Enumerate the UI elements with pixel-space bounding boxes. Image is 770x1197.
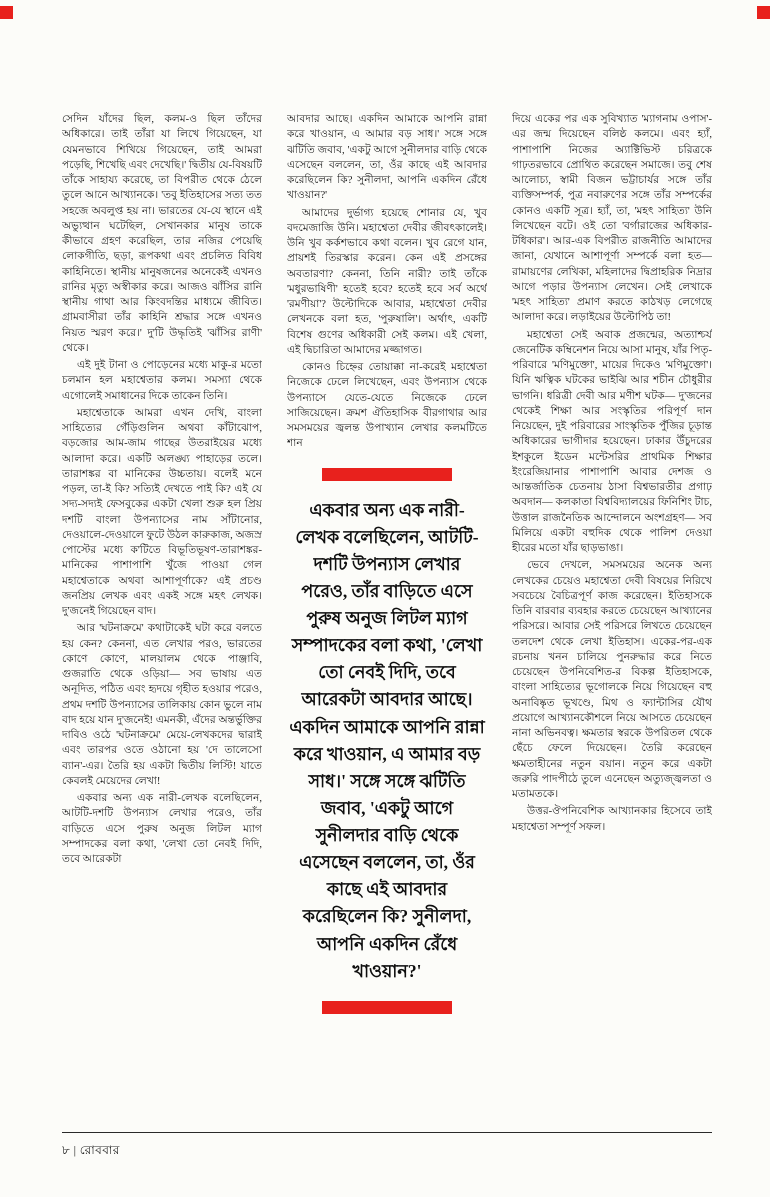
page-footer	[62, 1132, 712, 1162]
body-paragraph: সেদিন যাঁদের ছিল, কলম-ও ছিল তাঁদের অধিকারে। তাই তাঁরা যা লিখে গিয়েছেন, যা যেমনভাবে শিখিয়ে গিয়েছেন, তাই আমরা পড়েছি, শিখেছি এবং দেখেছি।' দ্বিতীয় যে-বিষয়টি তাঁকে সাহায্য করেছে, তা বিপরীত থেকে ঠেলে তুলে আনে আখ্যানকে। 'তবু ইতিহাসের সত্য তত সহজে অবলুপ্ত হয় না। ভারতের যে-যে স্থানে এই অভ্যুত্থান ঘটেছিল, সেখানকার মানুষ তাকে কীভাবে গ্রহণ করেছিল, তার নজির পেয়েছি লোকগীতি, ছড়া, রূপকথা এবং প্রচলিত বিবিধ কাহিনিতে। স্থানীয় মানুষজনের অনেকেই এখনও রানির মৃত্যু অস্বীকার করে। আজও ঝাঁসির রানি স্থানীয় গাথা আর কিংবদন্তির মাধ্যমে জীবিত। গ্রামবাসীরা তাঁর কাহিনি শ্রদ্ধার সঙ্গে এখনও নিয়ত স্মরণ করে।' দু'টি উদ্ধৃতিই 'ঝাঁসির রাণী' থেকে।	[62, 114, 262, 354]
page-number-label: ৮ | রোববার	[62, 1143, 120, 1157]
middle-column	[287, 112, 487, 1126]
pullquote-block	[287, 468, 487, 1014]
body-paragraph: আর 'ঘটনাক্রমে' কথাটাকেই ঘটা করে বলতে হয় কেন? কেননা, এত লেখার পরও, ভারতের কোণে কোণে, মালয়ালম থেকে পাঞ্জাবি, গুজরাতি থেকে ওড়িয়া— সব ভাষায় এত অনূদিত, পঠিত এবং হৃদয়ে গৃহীত হওয়ার পরেও, প্রথম দশটি উপন্যাসের তালিকায় কোন ভুলে নাম বাদ হয়ে যান দু'জনেই! এমনকী, এঁদের অন্তর্ভুক্তির দাবিও ওঠে 'ঘটনাক্রমে' মেয়ে-লেখকদের দ্বারাই এবং তারপর ওতে ওঠানো হয় 'দে তালেসো ব্যান'-এর। তৈরি হয় একটা দ্বিতীয় লিস্টি! যাতে কেবলই মেয়েদের লেখা!	[62, 623, 262, 787]
body-paragraph: দিয়ে একের পর এক সুবিখ্যাত 'ম্যাগনাম ওপাস'-এর জন্ম দিয়েছেন বলিষ্ঠ কলমে। এবং হ্যাঁ, পাশাপাশি নিজের অ্যাক্টিভিস্ট চরিত্রকে গাঢ়তরভাবে প্রোথিত করেছেন সমাজে। তবু শেষ আলোচ্য, স্বামী বিজন ভট্টাচার্যর সঙ্গে তাঁর ব্যক্তিসম্পর্ক, পুত্র নবারুণের সঙ্গে তাঁর সম্পর্কের কোনও একটি সূত্র। হ্যাঁ, তা, 'মহৎ সাহিত্য' উনি লিখেছেন বটে। ওই তো 'বর্গারাজের অধিকার-টধিকার'। আর-এক বিপরীত রাজনীতি আমাদের জানা, যেখানে আশাপূর্ণা সম্পর্কে বলা হত— রামায়ণের লেখিকা, মহিলাদের দ্বিপ্রাহরিক নিদ্রার আগে পড়ার উপন্যাস লেখেন। সেই লেখাকে 'মহৎ সাহিত্য' প্রমাণ করতে কাঠখড় লেগেছে আলাদা করে। লড়াইয়ের উল্টোপিঠ তা!	[512, 114, 712, 324]
body-paragraph: একবার অন্য এক নারী-লেখক বলেছিলেন, আটটি-দশটি উপন্যাস লেখার পরেও, তাঁর বাড়িতে এসে পুরুষ অনুজ লিটল ম্যাগ সম্পাদকের বলা কথা, 'লেখা তো নেবই দিদি, তবে আরেকটা	[62, 793, 262, 865]
pullquote-rule-top	[322, 468, 452, 481]
body-paragraph: ভেবে দেখলে, সমসময়ের অনেক অন্য লেখকের চেয়েও মহাশ্বেতা দেবী বিষয়ের নিরিখে সবচেয়ে বৈচিত্রপূর্ণ কাজ করেছেন। ইতিহাসকে তিনি বারবার ব্যবহার করতে চেয়েছেন আখ্যানের পরিসরে। আবার সেই পরিসরে লিখতে চেয়েছেন তলদেশ থেকে লেখা ইতিহাস। একের-পর-এক রচনায় খনন চালিয়ে পুনরুদ্ধার করে নিতে চেয়েছেন উপনিবেশিত-র বিকল্প ইতিহাসকে, বাংলা সাহিত্যের ভূগোলকে নিয়ে গিয়েছেন বহু অনাবিষ্কৃত ভূখণ্ডে, মিথ ও ফ্যান্টাসির যৌথ প্রয়োগে আখ্যানকৌশলে নিয়ে আসতে চেয়েছেন নানা অভিনবত্ব। ক্ষমতার স্বরকে উপরিতল থেকে ছেঁচে ফেলে দিয়েছেন। তৈরি করেছেন ক্ষমতাহীনের নতুন বয়ান। নতুন করে একটা জরুরি পাদপীঠে তুলে এনেছেন অত্যুজ্জ্বলতা ও মতামতকে।	[512, 560, 712, 800]
pullquote-rule-bottom	[322, 1001, 452, 1014]
left-column	[62, 112, 262, 1126]
body-paragraph: আবদার আছে। একদিন আমাকে আপনি রান্না করে খাওয়ান, এ আমার বড় সাধ।' সঙ্গে সঙ্গে ঝটিতি জবাব, 'একটু আগে সুনীলদার বাড়ি থেকে এসেছেন বললেন, তা, ওঁর কাছে এই আবদার করেছিলেন কি? সুনীলদা, আপনি একদিন রেঁধে খাওয়ান?'	[287, 114, 487, 202]
body-paragraph: মহাশ্বেতাকে আমরা এখন দেখি, বাংলা সাহিত্যের গেঁড়িগুলিন অথবা কাঁটাঝোপ, বড়জোর আম-জাম গাছের উতরাইয়ের মধ্যে আলাদা করে। একটি অলঙ্ঘ্য পাহাড়ের তলে। তারাশঙ্কর বা মানিকের উচ্চতায়। বলেই মনে পড়ল, তা-ই কি? সত্যিই দেখতে পাই কি? এই যে সদ্য-সদ্যই ফেসবুকের একটা খেলা শুরু হল প্রিয় দশটি বাংলা উপন্যাসের নাম সাঁটানোর, দেওয়ালে-দেওয়ালে ফুটে উঠল কারুকাজ, অজস্র পোস্টের মধ্যে ক'টিতে বিভূতিভূষণ-তারাশঙ্কর-মানিকের পাশাপাশি খুঁজে পাওয়া গেল মহাশ্বেতাকে অথবা আশাপূর্ণাকে? এই প্রচণ্ড জনপ্রিয় লেখক এবং একই সঙ্গে মহৎ লেখক। দু'জনেই গিয়েছেন বাদ।	[62, 407, 262, 617]
body-paragraph: কোনও চিহ্নের তোয়াক্কা না-করেই মহাশ্বেতা নিজেকে ঢেলে লিখেছেন, এবং উপন্যাস থেকে উপন্যাসে যেতে-যেতে নিজেকে ঢেলে সাজিয়েছেন। ক্রমশ ঐতিহাসিক বীরগাথার আর সমসময়ের জ্বলন্ত উপাখ্যান লেখার কলমটিতে শান	[287, 362, 487, 450]
body-paragraph: আমাদের দুর্ভাগ্য হয়েছে শোনার যে, খুব বদমেজাজি উনি। মহাশ্বেতা দেবীর জীবৎকালেই। উনি খুব কর্কশভাবে কথা বলেন। খুব রেগে যান, প্রায়শই তিরস্কার করেন। কেন এই প্রসঙ্গের অবতারণা? কেননা, তিনি নারী? তাই তাঁকে 'মধুরভাষিণী' হতেই হবে? হতেই হবে সর্ব অর্থে 'রমণীয়া'? উল্টোদিকে আবার, মহাশ্বেতা দেবীর লেখনকে বলা হত, 'পুরুষালি'। অর্থাৎ, একটি বিশেষ গুণের অধিকারী সেই কলম। এই খেলা, এই দ্বিচারিতা আমাদের মজ্জাগত।	[287, 207, 487, 356]
body-paragraph: মহাশ্বেতা সেই অবাক প্রজন্মের, অত্যাশ্চর্য জেনেটিক কম্বিনেশন নিয়ে আসা মানুষ, যাঁর পিতৃ-পরিবারে 'মণিমুক্তো', মায়ের দিকেও 'মণিমুক্তো'। যিনি ঋত্বিক ঘটকের ভাইঝি আর শচীন চৌধুরীর ভাগনি। ধরিত্রী দেবী আর মণীশ ঘটক— দু'জনের থেকেই শিক্ষা আর সংস্কৃতির পরিপূর্ণ দান নিয়েছেন, দুই পরিবারের সাংস্কৃতিক পুঁজির চূড়ান্ত অধিকারের ভাগীদার হয়েছেন। ঢাকার উঁচুদরের ইশকুলে ইডেন মন্টেসরির প্রাথমিক শিক্ষার ইংরেজিয়ানার পাশাপাশি আবার দেশজ ও আন্তর্জাতিক চেতনায় ঠাসা বিশ্বভারতীর প্রগাঢ় অবদান— কলকাতা বিশ্ববিদ্যালয়ের ফিনিশিং টাচ, উত্তাল রাজনৈতিক আন্দোলনে অংশগ্রহণ— সব মিলিয়ে একটা বহুদিক থেকে পালিশ দেওয়া হীরের মতো যাঁর ছাড়ভাঙা।	[512, 329, 712, 554]
body-paragraph: এই দুই টানা ও পোড়েনের মধ্যে মাকু-র মতো চলমান হল মহাশ্বেতার কলম। সমস্যা থেকে এগোলেই সমাধানের দিকে তাকেন তিনি।	[62, 360, 262, 402]
right-column	[512, 112, 712, 1126]
article-body	[62, 112, 712, 1126]
body-paragraph: উত্তর-ঔপনিবেশিক আখ্যানকার হিসেবে তাই মহাশ্বেতা সম্পূর্ণ সফল।	[512, 806, 712, 833]
print-registration-mark-right	[757, 6, 770, 19]
pullquote-text: একবার অন্য এক নারী-লেখক বলেছিলেন, আটটি-দশটি উপন্যাস লেখার পরেও, তাঁর বাড়িতে এসে পুরুষ অনুজ লিটল ম্যাগ সম্পাদকের বলা কথা, 'লেখা তো নেবই দিদি, তবে আরেকটা আবদার আছে। একদিন আমাকে আপনি রান্না করে খাওয়ান, এ আমার বড় সাধ।' সঙ্গে সঙ্গে ঝটিতি জবাব, 'একটু আগে সুনীলদার বাড়ি থেকে এসেছেন বললেন, তা, ওঁর কাছে এই আবদার করেছিলেন কি? সুনীলদা, আপনি একদিন রেঁধে খাওয়ান?'	[289, 499, 485, 981]
print-registration-mark-left	[0, 6, 13, 19]
